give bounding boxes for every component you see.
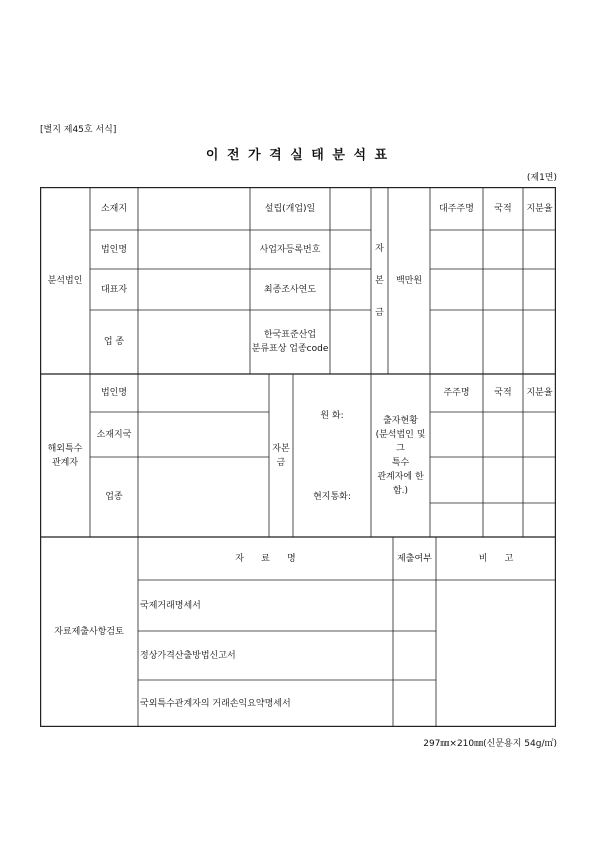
capital-char-3: 금 <box>375 307 384 318</box>
doc-item-pricing-method: 정상가격산출방법신고서 <box>140 650 236 661</box>
investment-line-3: 특수 <box>391 457 410 468</box>
won-currency-label: 원 화: <box>320 410 344 421</box>
investment-line-4: 관계자에 한함.) <box>377 471 424 496</box>
page-number: (제1면) <box>526 173 557 183</box>
share-ratio-header: 지분율 <box>526 203 553 214</box>
form-table <box>40 187 556 727</box>
analysis-corp-section-label: 분석법인 <box>47 275 83 286</box>
foreign-party-label-line2: 관계자 <box>51 457 79 468</box>
major-shareholder-header: 대주주명 <box>439 203 474 214</box>
founding-date-label: 설립(개업)일 <box>264 203 316 214</box>
business-reg-number-label: 사업자등록번호 <box>259 244 321 255</box>
capital-unit: 백만원 <box>395 275 423 286</box>
foreign-party-section-label <box>40 374 90 537</box>
last-audit-year-label: 최종조사연도 <box>263 284 317 295</box>
investment-line-2: (분석법인 및 그 <box>375 429 426 454</box>
document-name-header: 자 료 명 <box>235 553 296 564</box>
investment-line-1: 출자현황 <box>383 415 418 426</box>
paper-spec-footer: 297㎜×210㎜(신문용지 54g/㎡) <box>423 739 557 749</box>
page-title: 이 전 가 격 실 태 분 석 표 <box>205 148 390 163</box>
industry-code-line1: 한국표준산업 <box>263 330 317 340</box>
shareholder-name-header: 주주명 <box>443 388 470 398</box>
corp-name-label: 법인명 <box>100 244 128 255</box>
foreign-corp-name-label: 법인명 <box>100 388 128 398</box>
representative-label: 대표자 <box>100 284 128 295</box>
submitted-header: 제출여부 <box>397 553 432 564</box>
location-label: 소재지 <box>100 203 128 214</box>
foreign-country-label: 소재지국 <box>96 429 132 440</box>
investment-status-label <box>371 374 430 537</box>
foreign-nationality-header: 국적 <box>494 388 512 398</box>
doc-item-intl-transactions: 국제거래명세서 <box>140 600 201 611</box>
nationality-header: 국적 <box>494 203 512 214</box>
foreign-share-ratio-header: 지분율 <box>526 388 553 398</box>
capital-char-2: 본 <box>375 275 384 286</box>
industry-code-line2: 분류표상 업종code <box>251 344 329 354</box>
remarks-header: 비 고 <box>478 553 514 564</box>
form-reference: [별지 제45호 서식] <box>40 125 117 135</box>
local-currency-label: 현지통화: <box>313 492 351 502</box>
foreign-industry-label: 업종 <box>105 492 123 502</box>
doc-item-profit-summary: 국외특수관계자의 거래손익요약명세서 <box>140 698 291 709</box>
foreign-capital-label: 자본금 <box>272 443 290 468</box>
capital-vertical-label <box>371 187 388 374</box>
documents-section-label: 자료제출사항검토 <box>54 627 124 637</box>
foreign-party-label-line1: 해외특수 <box>47 443 83 454</box>
industry-code-label <box>250 310 330 374</box>
industry-label: 업 종 <box>103 337 125 347</box>
capital-char-1: 자 <box>375 243 384 254</box>
